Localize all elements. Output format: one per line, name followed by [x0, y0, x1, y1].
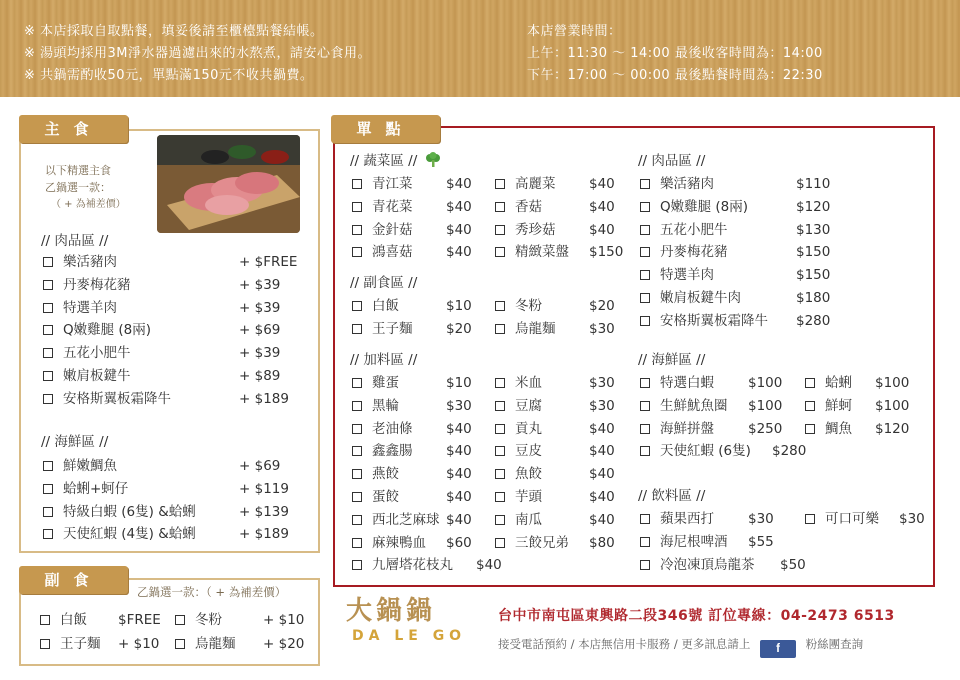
item-name: 青花菜	[372, 198, 413, 215]
item-price: + $10	[263, 612, 305, 628]
item-price: $40	[446, 511, 472, 528]
menu-item[interactable]	[495, 296, 615, 316]
menu-item[interactable]	[352, 220, 472, 240]
menu-item[interactable]	[352, 510, 472, 530]
checkbox[interactable]	[495, 492, 505, 502]
main-intro: （ + 為補差價）	[51, 199, 126, 210]
item-name: 雞蛋	[372, 375, 399, 391]
header-note: ※ 湯頭均採用3M淨水器過濾出來的水熬煮，請安心食用。	[24, 46, 372, 61]
item-name: Q嫩雞腿 (8兩)	[63, 322, 152, 339]
main-meat-title: // 肉品區 //	[41, 233, 109, 249]
menu-item[interactable]	[352, 419, 472, 439]
veg-title	[350, 151, 441, 171]
item-price: $150	[796, 244, 831, 261]
menu-item[interactable]	[352, 487, 472, 507]
header-note: ※ 本店採取自取點餐，填妥後請至櫃檯點餐結帳。	[24, 24, 324, 39]
item-price: $20	[589, 298, 615, 314]
main-intro: 乙鍋選一款：	[45, 181, 111, 194]
menu-item[interactable]	[495, 319, 615, 339]
menu-item[interactable]	[495, 510, 615, 530]
checkbox[interactable]	[640, 560, 650, 570]
menu-item[interactable]	[43, 456, 281, 476]
checkbox[interactable]	[352, 324, 362, 334]
checkbox[interactable]	[805, 514, 815, 524]
logo	[346, 596, 486, 654]
menu-item[interactable]	[495, 487, 615, 507]
item-price: + $39	[239, 276, 281, 293]
checkbox[interactable]	[495, 324, 505, 334]
item-name: 鮮蚵	[825, 397, 852, 414]
item-price: $10	[446, 298, 472, 314]
ac-meat-title: // 肉品區 //	[638, 153, 706, 169]
checkbox[interactable]	[495, 446, 505, 456]
item-name: 貢丸	[515, 420, 542, 437]
checkbox[interactable]	[352, 225, 362, 235]
item-name: 王子麵	[372, 320, 413, 337]
item-price: + $FREE	[239, 254, 298, 270]
side-item[interactable]	[175, 610, 305, 630]
checkbox[interactable]	[43, 461, 53, 471]
item-price: $280	[796, 312, 831, 329]
alacarte-tab: 單點	[331, 115, 440, 143]
checkbox[interactable]	[43, 303, 53, 313]
item-name: 冬粉	[195, 612, 222, 628]
checkbox[interactable]	[352, 538, 362, 548]
item-name: 青江菜	[372, 176, 413, 192]
item-name: 生鮮魷魚圈	[660, 397, 728, 414]
item-price: $40	[589, 443, 615, 460]
menu-item[interactable]	[495, 197, 615, 217]
item-price: $100	[875, 397, 910, 414]
item-name: 三餃兄弟	[515, 534, 569, 551]
item-price: $150	[796, 267, 831, 284]
checkbox[interactable]	[352, 515, 362, 525]
item-name: 烏龍麵	[515, 320, 556, 337]
item-price: $40	[446, 443, 472, 460]
side-item[interactable]	[40, 634, 160, 654]
checkbox[interactable]	[495, 202, 505, 212]
fb-label: 粉絲團查詢	[805, 637, 864, 651]
item-price: $40	[589, 466, 615, 483]
item-name: 海尼根啤酒	[660, 533, 728, 550]
ac-seafood-title: // 海鮮區 //	[638, 352, 706, 368]
item-price: $40	[446, 198, 472, 215]
footer-info-text: 接受電話預約 / 本店無信用卡服務 / 更多訊息請上	[498, 637, 751, 651]
item-price: $180	[796, 290, 831, 306]
logo-cn: 大鍋鍋	[346, 596, 437, 626]
menu-item[interactable]	[352, 555, 502, 575]
item-price: $40	[589, 511, 615, 528]
menu-item[interactable]	[43, 389, 289, 409]
menu-item[interactable]	[640, 174, 831, 194]
checkbox[interactable]	[352, 202, 362, 212]
item-name: 天使紅蝦 (6隻)	[660, 443, 751, 460]
item-name: 精緻菜盤	[515, 244, 569, 261]
checkbox[interactable]	[495, 401, 505, 411]
item-name: 蛤蜊	[825, 375, 852, 391]
hours-title: 本店營業時間：	[527, 24, 622, 39]
item-name: 嫩肩板鍵牛肉	[660, 290, 741, 306]
menu-item[interactable]	[43, 343, 281, 363]
item-price: $40	[446, 420, 472, 437]
checkbox[interactable]	[352, 446, 362, 456]
menu-item[interactable]	[495, 396, 615, 416]
item-price: $30	[589, 397, 615, 414]
checkbox[interactable]	[40, 615, 50, 625]
item-name: 秀珍菇	[515, 221, 556, 238]
menu-item[interactable]	[352, 396, 472, 416]
item-price: + $39	[239, 299, 281, 316]
main-tab: 主食	[19, 115, 128, 143]
menu-item[interactable]	[640, 373, 783, 393]
item-name: 鑫鑫腸	[372, 443, 413, 460]
extra-title: // 加料區 //	[350, 352, 418, 368]
menu-item[interactable]	[43, 275, 281, 295]
checkbox[interactable]	[175, 639, 185, 649]
menu-item[interactable]	[495, 174, 615, 194]
item-name: 豆皮	[515, 443, 542, 460]
item-name: 鯛魚	[825, 420, 852, 437]
side-item[interactable]	[40, 610, 161, 630]
checkbox[interactable]	[640, 247, 650, 257]
menu-item[interactable]	[43, 320, 281, 340]
checkbox[interactable]	[495, 225, 505, 235]
checkbox[interactable]	[640, 293, 650, 303]
checkbox[interactable]	[352, 469, 362, 479]
checkbox[interactable]	[495, 179, 505, 189]
staple-title: // 副食區 //	[350, 275, 418, 291]
meat-plate-icon	[157, 135, 300, 233]
item-price: $40	[446, 176, 472, 192]
item-price: $120	[875, 420, 910, 437]
item-price: $40	[446, 221, 472, 238]
checkbox[interactable]	[495, 515, 505, 525]
checkbox[interactable]	[640, 316, 650, 326]
hotpot-photo	[157, 135, 300, 233]
menu-item[interactable]	[640, 288, 831, 308]
checkbox[interactable]	[43, 325, 53, 335]
checkbox[interactable]	[640, 446, 650, 456]
menu-item[interactable]	[43, 298, 281, 318]
checkbox[interactable]	[40, 639, 50, 649]
checkbox[interactable]	[175, 615, 185, 625]
facebook-icon[interactable]: f	[760, 640, 796, 658]
item-price: $40	[476, 557, 502, 573]
item-price: $120	[796, 198, 831, 215]
item-name: 南瓜	[515, 511, 542, 528]
item-name: 樂活豬肉	[660, 176, 714, 192]
item-price: + $189	[239, 526, 289, 543]
menu-item[interactable]	[805, 396, 910, 416]
item-price: $100	[748, 397, 783, 414]
main-seafood-title: // 海鮮區 //	[41, 434, 109, 450]
item-name: 蘋果西打	[660, 511, 714, 527]
item-price: $55	[748, 533, 774, 550]
item-name: 老油條	[372, 420, 413, 437]
item-price: + $119	[239, 480, 289, 497]
menu-item[interactable]	[352, 174, 472, 194]
item-name: 特選羊肉	[660, 267, 714, 284]
item-name: 魚餃	[515, 466, 542, 483]
checkbox[interactable]	[352, 401, 362, 411]
menu-item[interactable]	[640, 441, 807, 461]
menu-item[interactable]	[640, 509, 774, 529]
side-item[interactable]	[175, 634, 305, 654]
checkbox[interactable]	[352, 179, 362, 189]
menu-item[interactable]	[352, 242, 472, 262]
checkbox[interactable]	[805, 378, 815, 388]
item-name: 安格斯翼板霜降牛	[660, 312, 768, 329]
item-price: $40	[589, 420, 615, 437]
menu-item[interactable]	[352, 319, 472, 339]
menu-item[interactable]	[495, 419, 615, 439]
item-price: $30	[899, 511, 925, 527]
menu-item[interactable]	[43, 479, 289, 499]
menu-item[interactable]	[352, 197, 472, 217]
item-price: + $69	[239, 458, 281, 474]
item-name: 鮮嫩鯛魚	[63, 458, 117, 474]
checkbox[interactable]	[43, 394, 53, 404]
item-name: 蛋餃	[372, 489, 399, 505]
item-name: Q嫩雞腿 (8兩)	[660, 198, 749, 215]
broccoli-icon	[425, 152, 441, 168]
drink-title: // 飲料區 //	[638, 488, 706, 504]
item-price: $50	[780, 556, 806, 573]
checkbox[interactable]	[805, 424, 815, 434]
checkbox[interactable]	[640, 424, 650, 434]
item-price: $150	[589, 244, 624, 261]
side-note: 乙鍋選一款：（ + 為補差價）	[137, 585, 287, 599]
item-name: 高麗菜	[515, 176, 556, 192]
item-price: $40	[446, 466, 472, 483]
menu-item[interactable]	[43, 366, 281, 386]
item-price: + $69	[239, 322, 281, 339]
item-name: 豆腐	[515, 397, 542, 414]
item-name: 金針菇	[372, 221, 413, 238]
item-price: $40	[446, 489, 472, 505]
menu-item[interactable]	[43, 502, 289, 522]
item-price: $FREE	[118, 612, 161, 628]
item-price: $30	[589, 320, 615, 337]
item-name: 香菇	[515, 198, 542, 215]
footer-info	[498, 636, 863, 658]
hours-line: 下午：17:00 ～ 00:00 最後點餐時間為：22:30	[527, 68, 823, 83]
item-price: $40	[589, 198, 615, 215]
item-price: $30	[446, 397, 472, 414]
item-name: 烏龍麵	[195, 636, 236, 652]
checkbox[interactable]	[640, 537, 650, 547]
item-price: $60	[446, 534, 472, 551]
menu-item[interactable]	[640, 311, 831, 331]
item-price: + $89	[239, 368, 281, 384]
item-price: $10	[446, 375, 472, 391]
checkbox[interactable]	[43, 484, 53, 494]
address: 台中市南屯區東興路二段346號 訂位專線：04-2473 6513	[498, 608, 895, 624]
checkbox[interactable]	[43, 529, 53, 539]
checkbox[interactable]	[495, 378, 505, 388]
menu-item[interactable]	[805, 373, 910, 393]
item-name: 王子麵	[60, 636, 101, 652]
item-price: $110	[796, 176, 831, 192]
checkbox[interactable]	[495, 247, 505, 257]
menu-item[interactable]	[640, 265, 831, 285]
item-price: + $10	[118, 636, 160, 652]
item-price: + $189	[239, 390, 289, 407]
item-name: 特選羊肉	[63, 299, 117, 316]
item-name: 燕餃	[372, 466, 399, 483]
checkbox[interactable]	[352, 492, 362, 502]
header-banner	[0, 0, 960, 97]
item-name: 安格斯翼板霜降牛	[63, 390, 171, 407]
item-name: 樂活豬肉	[63, 254, 117, 270]
menu-item[interactable]	[43, 524, 289, 544]
checkbox[interactable]	[352, 247, 362, 257]
checkbox[interactable]	[43, 507, 53, 517]
item-price: $40	[446, 244, 472, 261]
item-price: $30	[748, 511, 774, 527]
checkbox[interactable]	[43, 280, 53, 290]
checkbox[interactable]	[495, 538, 505, 548]
item-price: $100	[875, 375, 910, 391]
checkbox[interactable]	[805, 401, 815, 411]
menu-item[interactable]	[495, 373, 615, 393]
menu-item[interactable]	[495, 533, 615, 553]
item-price: $20	[446, 320, 472, 337]
item-name: 蛤蜊+蚵仔	[63, 480, 129, 497]
checkbox[interactable]	[640, 179, 650, 189]
menu-item[interactable]	[352, 296, 472, 316]
menu-item[interactable]	[495, 220, 615, 240]
checkbox[interactable]	[495, 469, 505, 479]
menu-item[interactable]	[352, 441, 472, 461]
checkbox[interactable]	[352, 301, 362, 311]
menu-item[interactable]	[640, 197, 831, 217]
item-price: + $20	[263, 636, 305, 652]
header-note: ※ 共鍋需酌收50元，單點滿150元不收共鍋費。	[24, 68, 314, 83]
item-name: 可口可樂	[825, 511, 879, 527]
item-name: 白飯	[60, 612, 87, 628]
item-name: 白飯	[372, 298, 399, 314]
menu-item[interactable]	[805, 509, 925, 529]
item-name: 麻辣鴨血	[372, 534, 426, 551]
item-price: $40	[589, 489, 615, 505]
checkbox[interactable]	[640, 514, 650, 524]
item-price: + $39	[239, 345, 281, 362]
menu-item[interactable]	[805, 419, 910, 439]
menu-item[interactable]	[640, 220, 831, 240]
item-name: 米血	[515, 375, 542, 391]
checkbox[interactable]	[43, 348, 53, 358]
menu-item[interactable]	[640, 396, 783, 416]
checkbox[interactable]	[640, 225, 650, 235]
menu-item[interactable]	[495, 242, 624, 262]
veg-title-text: // 蔬菜區 //	[350, 153, 418, 169]
menu-item[interactable]	[43, 252, 298, 272]
item-name: 特選白蝦	[660, 375, 714, 391]
item-name: 特級白蝦 (6隻) &蛤蜊	[63, 503, 196, 520]
checkbox[interactable]	[352, 560, 362, 570]
item-price: $80	[589, 534, 615, 551]
item-name: 冷泡凍頂烏龍茶	[660, 556, 755, 573]
item-name: 冬粉	[515, 298, 542, 314]
item-name: 西北芝麻球	[372, 511, 440, 528]
item-price: $130	[796, 221, 831, 238]
menu-item[interactable]	[352, 373, 472, 393]
item-name: 五花小肥牛	[63, 345, 131, 362]
checkbox[interactable]	[43, 257, 53, 267]
checkbox[interactable]	[495, 301, 505, 311]
item-name: 丹麥梅花豬	[660, 244, 728, 261]
item-name: 芋頭	[515, 489, 542, 505]
menu-item[interactable]	[495, 441, 615, 461]
item-name: 丹麥梅花豬	[63, 276, 131, 293]
menu-item[interactable]	[640, 242, 831, 262]
menu-item[interactable]	[352, 533, 472, 553]
checkbox[interactable]	[352, 378, 362, 388]
main-intro: 以下精選主食	[45, 164, 111, 177]
item-name: 天使紅蝦 (4隻) &蛤蜊	[63, 526, 196, 543]
item-price: $40	[589, 176, 615, 192]
item-price: $40	[589, 221, 615, 238]
checkbox[interactable]	[495, 424, 505, 434]
checkbox[interactable]	[640, 401, 650, 411]
checkbox[interactable]	[43, 371, 53, 381]
item-name: 海鮮拼盤	[660, 420, 714, 437]
item-price: $30	[589, 375, 615, 391]
checkbox[interactable]	[640, 378, 650, 388]
menu-item[interactable]	[640, 532, 774, 552]
item-price: $100	[748, 375, 783, 391]
item-name: 嫩肩板鍵牛	[63, 368, 131, 384]
side-tab: 副食	[19, 566, 128, 594]
checkbox[interactable]	[352, 424, 362, 434]
item-price: + $139	[239, 503, 289, 520]
item-name: 黑輪	[372, 397, 399, 414]
item-price: $280	[772, 443, 807, 460]
checkbox[interactable]	[640, 270, 650, 280]
item-name: 五花小肥牛	[660, 221, 728, 238]
item-name: 鴻喜菇	[372, 244, 413, 261]
menu-item[interactable]	[640, 419, 783, 439]
item-name: 九層塔花枝丸	[372, 557, 453, 573]
item-price: $250	[748, 420, 783, 437]
hours-line: 上午：11:30 ～ 14:00 最後收客時間為：14:00	[527, 46, 823, 61]
menu-item[interactable]	[495, 464, 615, 484]
logo-en: DA LE GO	[352, 628, 467, 644]
menu-item[interactable]	[640, 555, 806, 575]
menu-item[interactable]	[352, 464, 472, 484]
checkbox[interactable]	[640, 202, 650, 212]
